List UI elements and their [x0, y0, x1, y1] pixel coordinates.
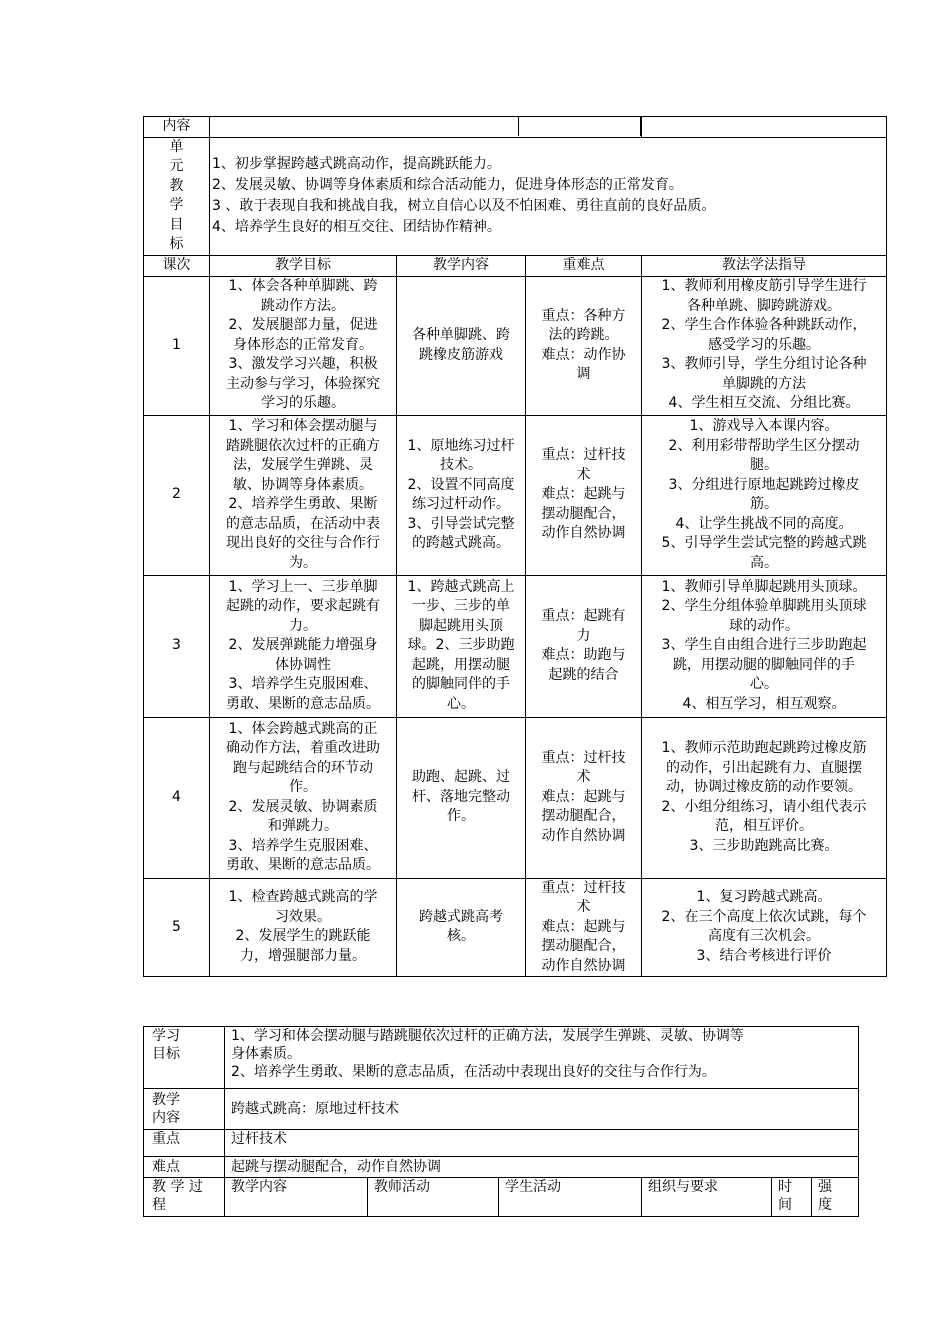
unit-objective: 2、发展灵敏、协调等身体素质和综合活动能力，促进身体形态的正常发育。	[212, 177, 683, 193]
lesson-goals: 1、学习和体会摆动腿与 踏跳腿依次过杆的正确方 法，发展学生弹跳、灵 敏、协调等身体素质。 2、培养学生勇敢、果断 的意志品质，在活动中表 现出良好的交往与合作行 为。	[210, 415, 397, 575]
header-row	[144, 255, 887, 276]
lp-difficulty-row	[144, 1157, 859, 1178]
lp-header-intensity: 强 度	[812, 1178, 859, 1217]
lesson-content: 跨越式跳高考 核。	[397, 878, 526, 977]
lp-process-header-row	[144, 1178, 859, 1217]
lesson-keypoints: 重点：起跳有 力 难点：助跑与 起跳的结合	[526, 575, 642, 717]
header-lesson: 课次	[144, 255, 210, 276]
unit-objective: 1、初步掌握跨越式跳高动作，提高跳跃能力。	[212, 156, 501, 172]
lp-header-teacher: 教师活动	[368, 1178, 499, 1217]
lesson-methods: 1、复习跨越式跳高。 2、在三个高度上依次试跳，每个 高度有三次机会。 3、结合考核进行评价	[642, 878, 887, 977]
header-content: 教学内容	[397, 255, 526, 276]
lesson-content: 助跑、起跳、过 杆、落地完整动 作。	[397, 717, 526, 878]
lesson-keypoints: 重点：过杆技 术 难点：起跳与 摆动腿配合， 动作自然协调	[526, 717, 642, 878]
lesson-row	[144, 878, 887, 977]
header-goals: 教学目标	[210, 255, 397, 276]
lesson-plan-table	[143, 1026, 859, 1217]
lesson-content: 各种单脚跳、跨 跳橡皮筋游戏	[397, 276, 526, 415]
lp-key-label: 重点	[144, 1130, 225, 1157]
lp-objectives-row	[144, 1027, 859, 1089]
lesson-methods: 1、教师利用橡皮筋引导学生进行 各种单跳、脚跨跳游戏。 2、学生合作体验各种跳跃动作， 感受学习的乐趣。 3、教师引导，学生分组讨论各种 单脚跳的方法 4、学生相互交流、分组比赛。	[642, 276, 887, 415]
lesson-keypoints: 重点：各种方 法的跨跳。 难点：动作协 调	[526, 276, 642, 415]
lp-header-org: 组织与要求	[642, 1178, 772, 1217]
unit-objective: 4、培养学生良好的相互交往、团结协作精神。	[212, 219, 501, 235]
unit-plan-table	[143, 116, 887, 977]
lp-content-label: 教学 内容	[144, 1089, 225, 1130]
lesson-content: 1、跨越式跳高上 一步、三步的单 脚起跳用头顶 球。2、三步助跑 起跳，用摆动腿 的脚触同伴的手 心。	[397, 575, 526, 717]
lp-process-label: 教 学 过 程	[144, 1178, 225, 1217]
lesson-methods: 1、教师引导单脚起跳用头顶球。 2、学生分组体验单脚跳用头顶球 球的动作。 3、学生自由组合进行三步助跑起 跳，用摆动腿的脚触同伴的手 心。 4、相互学习，相互观察。	[642, 575, 887, 717]
lesson-goals: 1、检查跨越式跳高的学 习效果。 2、发展学生的跳跃能 力，增强腿部力量。	[210, 878, 397, 977]
lp-objectives-label: 学习 目标	[144, 1027, 225, 1089]
content-label: 内容	[144, 117, 210, 138]
unit-objectives-label: 单 元 教 学 目 标	[144, 137, 210, 255]
lesson-number: 3	[144, 575, 210, 717]
lesson-goals: 1、学习上一、三步单脚 起跳的动作，要求起跳有 力。 2、发展弹跳能力增强身 体协调性 3、培养学生克服困难、 勇敢、果断的意志品质。	[210, 575, 397, 717]
lesson-row	[144, 717, 887, 878]
lesson-methods: 1、游戏导入本课内容。 2、利用彩带帮助学生区分摆动 腿。 3、分组进行原地起跳跨过橡皮 筋。 4、让学生挑战不同的高度。 5、引导学生尝试完整的跨越式跳 高。	[642, 415, 887, 575]
unit-objectives-row	[144, 137, 887, 255]
lp-header-content: 教学内容	[225, 1178, 368, 1217]
lp-key-row	[144, 1130, 859, 1157]
unit-objective: 3 、敢于表现自我和挑战自我，树立自信心以及不怕困难、勇往直前的良好品质。	[212, 198, 716, 214]
content-value-last	[642, 117, 887, 138]
header-methods: 教法学法指导	[642, 255, 887, 276]
lesson-number: 1	[144, 276, 210, 415]
lesson-row	[144, 575, 887, 717]
lp-objectives: 1、学习和体会摆动腿与踏跳腿依次过杆的正确方法，发展学生弹跳、灵敏、协调等 身体素质。 2、培养学生勇敢、果断的意志品质，在活动中表现出良好的交往与合作行为。	[225, 1027, 859, 1089]
content-row	[144, 117, 887, 138]
unit-objectives-list	[210, 137, 887, 255]
lp-content-row	[144, 1089, 859, 1130]
lesson-goals: 1、体会各种单脚跳、跨 跳动作方法。 2、发展腿部力量，促进 身体形态的正常发育。 3、激发学习兴趣，积极 主动参与学习，体验探究 学习的乐趣。	[210, 276, 397, 415]
lp-header-time: 时 间	[772, 1178, 812, 1217]
lesson-keypoints: 重点：过杆技 术 难点：起跳与 摆动腿配合， 动作自然协调	[526, 878, 642, 977]
lp-difficulty-label: 难点	[144, 1157, 225, 1178]
lp-difficulty: 起跳与摆动腿配合，动作自然协调	[225, 1157, 859, 1178]
lp-key: 过杆技术	[225, 1130, 859, 1157]
lesson-number: 2	[144, 415, 210, 575]
content-value-area	[210, 117, 642, 138]
lesson-keypoints: 重点：过杆技 术 难点：起跳与 摆动腿配合， 动作自然协调	[526, 415, 642, 575]
lesson-number: 4	[144, 717, 210, 878]
lesson-row	[144, 276, 887, 415]
lesson-row	[144, 415, 887, 575]
lesson-content: 1、原地练习过杆 技术。 2、设置不同高度 练习过杆动作。 3、引导尝试完整 的跨越式跳高。	[397, 415, 526, 575]
header-keypoints: 重难点	[526, 255, 642, 276]
lesson-number: 5	[144, 878, 210, 977]
lp-content: 跨越式跳高：原地过杆技术	[225, 1089, 859, 1130]
lesson-goals: 1、体会跨越式跳高的正 确动作方法，着重改进助 跑与起跳结合的环节动 作。 2、发展灵敏、协调素质 和弹跳力。 3、培养学生克服困难、 勇敢、果断的意志品质。	[210, 717, 397, 878]
lp-header-student: 学生活动	[499, 1178, 642, 1217]
lesson-methods: 1、教师示范助跑起跳跨过橡皮筋 的动作，引出起跳有力、直腿摆 动，协调过橡皮筋的动作要领。 2、小组分组练习，请小组代表示 范，相互评价。 3、三步助跑跳高比赛。	[642, 717, 887, 878]
